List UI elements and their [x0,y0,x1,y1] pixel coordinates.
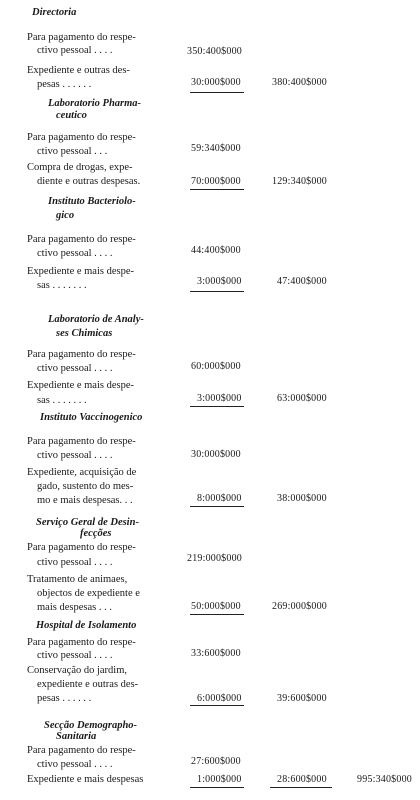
item-description: Para pagamento do respe- [27,745,136,756]
item-description: ctivo pessoal . . . [37,146,108,157]
item-description: ctivo pessoal . . . . [37,650,113,661]
item-description: Para pagamento do respe- [27,32,136,43]
item-description: Expediente, acquisição de [27,467,137,478]
item-amount: 60:000$000 [191,361,241,372]
section-heading: Sanitaria [56,731,97,742]
item-description: pesas . . . . . . [37,79,92,90]
item-amount: 219:000$000 [187,553,242,564]
item-description: Expediente e mais despe- [27,380,134,391]
item-amount: 30:000$000 [191,77,241,88]
item-description: ctivo pessoal . . . . [37,248,113,259]
section-heading: Instituto Bacteriolo- [48,196,136,207]
item-amount: 3:000$000 [197,276,242,287]
subtotal-rule [190,506,244,507]
item-description: expediente e outras des- [37,679,139,690]
item-amount: 6:000$000 [197,693,242,704]
item-description: Para pagamento do respe- [27,349,136,360]
section-heading: ceutico [56,110,87,121]
subtotal-rule [190,787,244,788]
subtotal-rule [190,291,244,292]
item-description: Expediente e mais despesas [27,774,144,785]
item-description: diente e outras despesas. [37,176,141,187]
item-description: Compra de drogas, expe- [27,162,133,173]
item-description: ctivo pessoal . . . . [37,759,113,770]
item-description: ctivo pessoal . . . . [37,557,113,568]
total-rule [270,787,332,788]
section-heading: Instituto Vaccinogenico [40,412,143,423]
item-amount: 30:000$000 [191,449,241,460]
section-total: 39:600$000 [277,693,327,704]
subtotal-rule [190,705,244,706]
item-amount: 59:340$000 [191,143,241,154]
subtotal-rule [190,189,244,190]
section-total: 269:000$000 [272,601,327,612]
subtotal-rule [190,92,244,93]
item-description: ctivo pessoal . . . . [37,363,113,374]
section-heading: Directoria [32,7,77,18]
item-description: sas . . . . . . . [37,280,87,291]
item-description: sas . . . . . . . [37,395,87,406]
item-amount: 33:600$000 [191,648,241,659]
section-heading: Laboratorio de Analy- [48,314,144,325]
section-heading: Hospital de Isolamento [36,620,137,631]
item-amount: 70:000$000 [191,176,241,187]
section-total: 63:000$000 [277,393,327,404]
section-total: 380:400$000 [272,77,327,88]
subtotal-rule [190,406,244,407]
item-description: Conservação do jardim, [27,665,128,676]
item-description: ctivo pessoal . . . . [37,45,113,56]
item-description: gado, sustento do mes- [37,481,134,492]
item-amount: 44:400$000 [191,245,241,256]
item-amount: 350:400$000 [187,46,242,57]
item-amount: 1:000$000 [197,774,242,785]
item-description: objectos de expediente e [37,588,140,599]
section-heading: ses Chimicas [56,328,113,339]
item-description: Para pagamento do respe- [27,542,136,553]
subtotal-rule [190,614,244,615]
item-description: Expediente e outras des- [27,65,130,76]
section-heading: gico [56,210,75,221]
item-description: ctivo pessoal . . . . [37,450,113,461]
item-description: mais despesas . . . [37,602,112,613]
section-heading: fecções [80,528,112,539]
grand-total: 995:340$000 [357,774,412,785]
section-total: 129:340$000 [272,176,327,187]
item-amount: 8:000$000 [197,493,242,504]
section-heading: Laboratorio Pharma- [48,98,142,109]
item-amount: 50:000$000 [191,601,241,612]
item-description: pesas . . . . . . [37,693,92,704]
section-total: 47:400$000 [277,276,327,287]
item-description: Tratamento de animaes, [27,574,128,585]
section-heading: Secção Demographo- [44,720,138,731]
item-description: Para pagamento do respe- [27,234,136,245]
section-heading: Serviço Geral de Desin- [36,517,139,528]
section-total: 38:000$000 [277,493,327,504]
item-amount: 27:600$000 [191,756,241,767]
item-description: Expediente e mais despe- [27,266,134,277]
item-amount: 3:000$000 [197,393,242,404]
item-description: Para pagamento do respe- [27,436,136,447]
item-description: Para pagamento do respe- [27,132,136,143]
item-description: Para pagamento do respe- [27,637,136,648]
item-description: mo e mais despesas. . . [37,495,133,506]
section-total: 28:600$000 [277,774,327,785]
